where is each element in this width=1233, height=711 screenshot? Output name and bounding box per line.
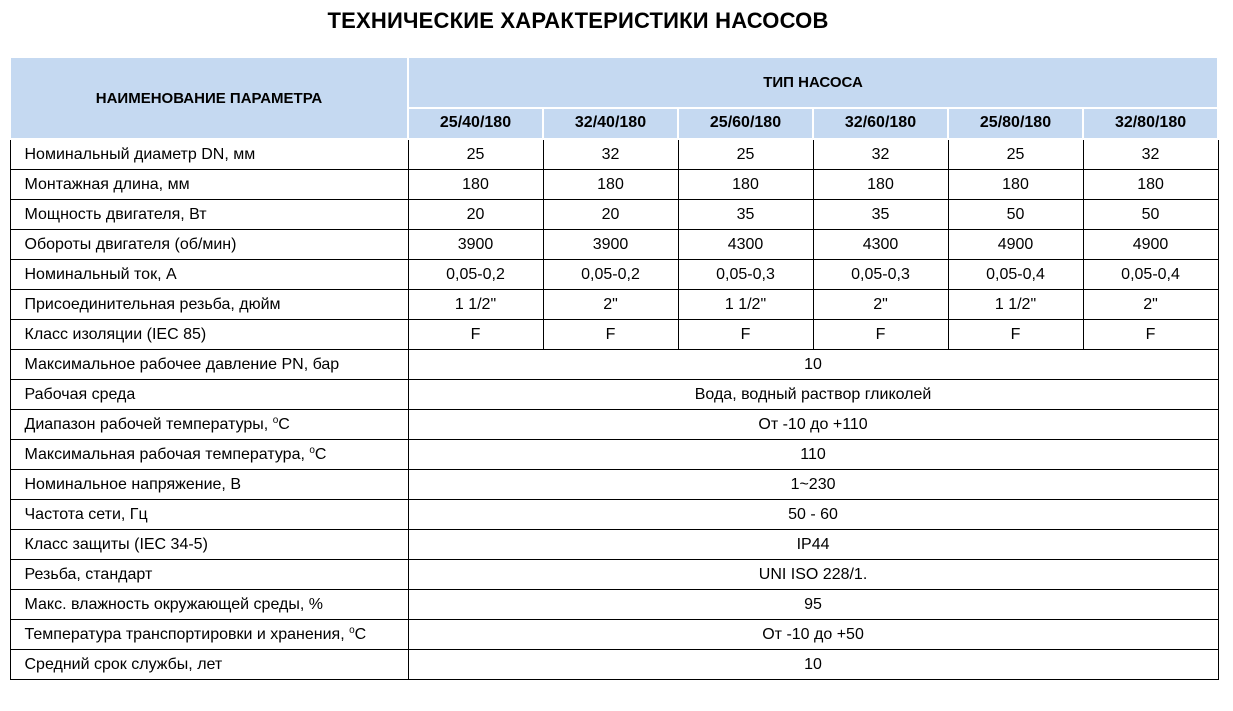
param-label-text: Номинальное напряжение, В — [24, 475, 241, 493]
table-row — [10, 170, 1218, 200]
param-value: 0,05-0,4 — [948, 260, 1083, 290]
param-value: F — [948, 320, 1083, 350]
param-value: 4900 — [948, 230, 1083, 260]
table-row — [10, 200, 1218, 230]
unit: C — [314, 445, 327, 463]
specs-table — [9, 56, 1219, 680]
param-label — [10, 470, 408, 500]
param-value: 25 — [678, 139, 813, 170]
pump-type-header: ТИП НАСОСА — [408, 57, 1218, 108]
param-value: 2" — [813, 290, 948, 320]
param-value: 180 — [408, 170, 543, 200]
param-value: IP44 — [408, 530, 1218, 560]
param-value: 50 — [1083, 200, 1218, 230]
model-header: 32/60/180 — [813, 108, 948, 139]
table-row — [10, 139, 1218, 170]
param-value: 3900 — [408, 230, 543, 260]
degree-sup: o — [349, 624, 355, 636]
param-value: 180 — [678, 170, 813, 200]
param-label: Присоединительная резьба, дюйм — [10, 290, 408, 320]
param-label-text: Класс защиты (IEC 34-5) — [24, 535, 208, 553]
param-label — [10, 530, 408, 560]
param-label: Монтажная длина, мм — [10, 170, 408, 200]
param-value: От -10 до +110 — [408, 410, 1218, 440]
param-label — [10, 380, 408, 410]
param-label — [10, 440, 408, 470]
param-value: 35 — [678, 200, 813, 230]
param-label-text: Максимальное рабочее давление PN, бар — [24, 355, 340, 373]
param-value: 2" — [1083, 290, 1218, 320]
param-value: 25 — [948, 139, 1083, 170]
param-value: 180 — [543, 170, 678, 200]
param-label-text: Макс. влажность окружающей среды, % — [24, 595, 323, 613]
param-label-text: Средний срок службы, лет — [24, 655, 223, 673]
param-value: Вода, водный раствор гликолей — [408, 380, 1218, 410]
param-value: 35 — [813, 200, 948, 230]
param-value: 1 1/2" — [408, 290, 543, 320]
param-label — [10, 650, 408, 680]
degree-sup: o — [309, 444, 315, 456]
param-value: 0,05-0,2 — [408, 260, 543, 290]
param-label-text: Максимальная рабочая температура, — [24, 445, 310, 463]
table-row — [10, 440, 1218, 470]
model-header: 25/40/180 — [408, 108, 543, 139]
param-label — [10, 620, 408, 650]
param-label-text: Рабочая среда — [24, 385, 136, 403]
table-row — [10, 530, 1218, 560]
param-label: Мощность двигателя, Вт — [10, 200, 408, 230]
param-label-text: Резьба, стандарт — [24, 565, 153, 583]
param-value: UNI ISO 228/1. — [408, 560, 1218, 590]
param-value: F — [813, 320, 948, 350]
param-value: 50 — [948, 200, 1083, 230]
table-row — [10, 590, 1218, 620]
param-value: F — [408, 320, 543, 350]
param-value: 32 — [813, 139, 948, 170]
param-label: Номинальный диаметр DN, мм — [10, 139, 408, 170]
param-column-header: НАИМЕНОВАНИЕ ПАРАМЕТРА — [10, 57, 408, 139]
table-row — [10, 290, 1218, 320]
param-label-text: Частота сети, Гц — [24, 505, 148, 523]
param-value: 1 1/2" — [948, 290, 1083, 320]
param-label — [10, 350, 408, 380]
param-label — [10, 590, 408, 620]
param-label — [10, 560, 408, 590]
param-value: 0,05-0,4 — [1083, 260, 1218, 290]
model-header: 25/80/180 — [948, 108, 1083, 139]
param-value: 1~230 — [408, 470, 1218, 500]
param-value: 1 1/2" — [678, 290, 813, 320]
param-label: Класс изоляции (IEC 85) — [10, 320, 408, 350]
param-label — [10, 500, 408, 530]
param-value: F — [1083, 320, 1218, 350]
param-value: 180 — [1083, 170, 1218, 200]
table-row — [10, 410, 1218, 440]
table-row — [10, 500, 1218, 530]
param-label: Обороты двигателя (об/мин) — [10, 230, 408, 260]
table-row — [10, 260, 1218, 290]
param-value: 20 — [543, 200, 678, 230]
param-value: 0,05-0,2 — [543, 260, 678, 290]
param-value: 4300 — [678, 230, 813, 260]
param-value: 10 — [408, 650, 1218, 680]
model-header: 32/40/180 — [543, 108, 678, 139]
table-row — [10, 350, 1218, 380]
param-value: 4900 — [1083, 230, 1218, 260]
param-value: 50 - 60 — [408, 500, 1218, 530]
param-value: F — [678, 320, 813, 350]
param-value: 25 — [408, 139, 543, 170]
table-row — [10, 230, 1218, 260]
param-label-text: Температура транспортировки и хранения, — [24, 625, 350, 643]
degree-sup: o — [272, 414, 279, 426]
table-row — [10, 620, 1218, 650]
table-row — [10, 320, 1218, 350]
param-label — [10, 410, 408, 440]
param-value: 20 — [408, 200, 543, 230]
param-value: 180 — [948, 170, 1083, 200]
param-value: F — [543, 320, 678, 350]
param-label-text: Диапазон рабочей температуры, — [24, 415, 273, 433]
table-row — [10, 650, 1218, 680]
page-title: ТЕХНИЧЕСКИЕ ХАРАКТЕРИСТИКИ НАСОСОВ — [327, 8, 829, 33]
param-value: 0,05-0,3 — [813, 260, 948, 290]
unit: C — [354, 625, 367, 643]
param-label: Номинальный ток, А — [10, 260, 408, 290]
param-value: 10 — [408, 350, 1218, 380]
param-value: 32 — [1083, 139, 1218, 170]
param-value: 180 — [813, 170, 948, 200]
param-value: 2" — [543, 290, 678, 320]
param-value: 0,05-0,3 — [678, 260, 813, 290]
param-value: 95 — [408, 590, 1218, 620]
param-value: 32 — [543, 139, 678, 170]
table-row — [10, 560, 1218, 590]
model-header: 25/60/180 — [678, 108, 813, 139]
param-value: 110 — [408, 440, 1218, 470]
model-header: 32/80/180 — [1083, 108, 1218, 139]
table-row — [10, 470, 1218, 500]
param-value: 3900 — [543, 230, 678, 260]
param-value: От -10 до +50 — [408, 620, 1218, 650]
param-value: 4300 — [813, 230, 948, 260]
table-row — [10, 380, 1218, 410]
unit: C — [278, 415, 290, 433]
